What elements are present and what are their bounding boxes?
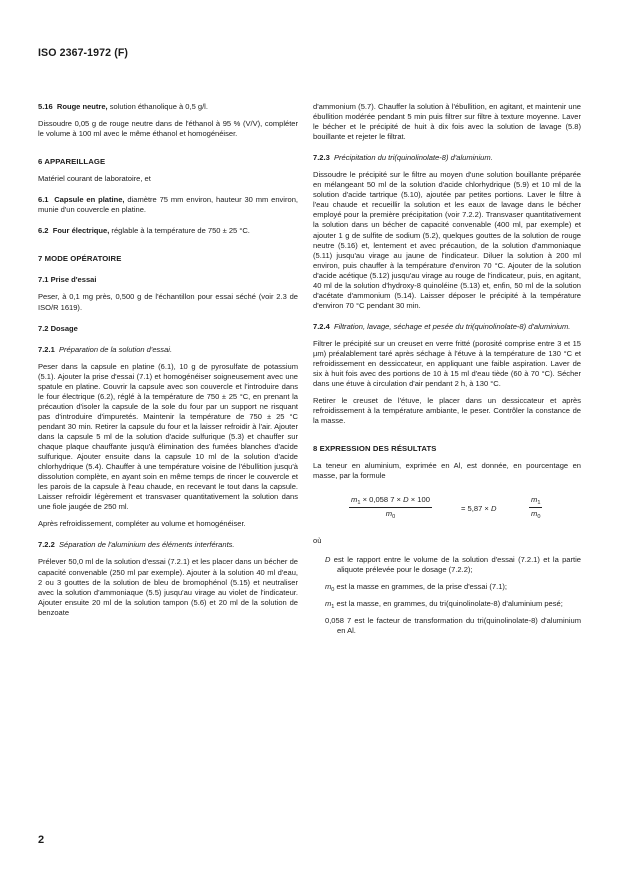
definition-symbol: D: [325, 554, 331, 564]
paragraph: Peser, à 0,1 mg près, 0,500 g de l'échantillon pour essai séché (voir 2.3 de ISO/R 1619).: [38, 292, 298, 312]
section-number: 7.2.1: [38, 344, 55, 354]
section-heading-7-2: 7.2 Dosage: [38, 323, 78, 333]
section-title: Four électrique,: [52, 226, 110, 236]
paragraph: La teneur en aluminium, exprimée en Al, est donnée, en pourcentage en masse, par la formule: [313, 461, 581, 481]
section-title: Précipitation du tri(quinolinolate-8) d'aluminium.: [334, 153, 493, 163]
definition-text: est la masse, en grammes, du tri(quinolinolate-8) d'aluminium pesé;: [334, 598, 563, 608]
formula-text: × 100: [408, 495, 430, 505]
formula-var-m1: m: [351, 495, 358, 505]
section-title: Séparation de l'aluminium des éléments interférants.: [59, 540, 235, 550]
section-title: Préparation de la solution d'essai.: [59, 344, 173, 354]
formula-var-m0: m: [531, 508, 538, 518]
formula-sub: 1: [537, 500, 541, 507]
paragraph-continued: d'ammonium (5.7). Chauffer la solution à l'ébullition, en agitant, et maintenir une ébullition modérée pendant 5 min puis filtrer sur filtre à texture moyenne. Laver le bécher et le précipité de huit à dix fois avec la solution de lavage (5.8) bouillante et rejeter le filtrat.: [313, 102, 581, 142]
section-7-2-1-heading: [38, 345, 298, 355]
section-title: Filtration, lavage, séchage et pesée du tri(quinolinolate-8) d'aluminium.: [334, 321, 571, 331]
paragraph: Filtrer le précipité sur un creuset en verre fritté (porosité comprise entre 3 et 15 µm) préalablement taré après séchage à l'étuve à la température de 130 °C et refroidissement en dessiccateur, en appliquant une faible aspiration. Laver de six à huit fois avec des portions de 10 à 15 ml d'eau tiède (60 à 70 °C). Sécher dans une étuve à circulation d'air pendant 2 h, à 130 °C.: [313, 338, 581, 389]
paragraph: Retirer le creuset de l'étuve, le placer dans un dessiccateur et après refroidissement à la température ambiante, le peser. Contrôler la constance de la masse.: [313, 396, 581, 426]
left-column: [38, 102, 298, 618]
section-heading-7-1: 7.1 Prise d'essai: [38, 275, 97, 285]
section-text: réglable à la température de 750 ± 25 °C.: [109, 226, 250, 236]
formula-sub: 1: [331, 603, 335, 610]
definition-text: est le rapport entre le volume de la solution d'essai (7.2.1) et la partie aliquote prélevée pour le dosage (7.2.2);: [330, 554, 581, 574]
formula-denominator: [529, 508, 542, 519]
formula-fraction-left: [349, 495, 432, 518]
section-7-2-3-heading: [313, 153, 581, 163]
section-title: Rouge neutre,: [56, 102, 108, 111]
formula-numerator: [349, 495, 432, 507]
definition-symbol: m: [325, 581, 332, 591]
formula-var-d: D: [490, 504, 497, 514]
formula-sub: 1: [357, 500, 361, 507]
section-number: 5.16: [38, 102, 53, 111]
paragraph: Dissoudre 0,05 g de rouge neutre dans de l'éthanol à 95 % (V/V), compléter le volume à 100 ml avec le même éthanol et homogénéiser.: [38, 119, 298, 139]
page-number: 2: [38, 834, 45, 846]
definition-symbol: 0,058 7: [325, 615, 352, 625]
right-column: [313, 102, 581, 636]
paragraph: Après refroidissement, compléter au volume et homogénéiser.: [38, 519, 246, 529]
paragraph: Peser dans la capsule en platine (6.1), 10 g de pyrosulfate de potassium (5.1). Ajouter la prise d'essai (7.1) et homogénéiser soigneusement avec une spatule en platine. Couvrir la capsule avec son couvercle et l'introduire dans le four électrique (6.2), réglé à la température de 750 ± 25 °C, en prenant la précaution d'isoler la capsule de la sole du four par un support ne risquant pas d'introduire d'impuretés. Maintenir la température de 750 ± 25 °C pendant 30 min. Retirer la capsule du four et la laisser refroidir à l'air. Ajouter dans la capsule 5 ml de la solution d'acide sulfurique (5.3) et chauffer sur chaque plaque chauffante jusqu'à élimination des fumées blanches d'acide sulfurique. Ajouter ensuite dans la capsule 10 ml de la solution d'acide chlorhydrique (5.4). Chauffer à une température voisine de l'ébullition jusqu'à dissolution complète, en ayant soin en même temps de rincer le couvercle et les parois de la capsule à l'eau chaude, en recevant le tout dans la capsule. Laisser refroidir légèrement et transvaser quantitativement la solution dans une fiole jaugée de 250 ml.: [38, 361, 298, 512]
formula-numerator: [529, 495, 542, 507]
section-6-2: [38, 226, 298, 236]
definition-m1: [325, 599, 581, 609]
formula-fraction-right: [529, 495, 542, 518]
definition-symbol: m: [325, 598, 332, 608]
section-heading-8: 8 EXPRESSION DES RÉSULTATS: [313, 444, 437, 454]
definition-d: [325, 555, 581, 575]
section-7-2-4-heading: [313, 322, 581, 332]
formula-sub: 0: [537, 513, 541, 520]
definition-factor: [325, 616, 581, 636]
paragraph: Dissoudre le précipité sur le filtre au moyen d'une solution bouillante préparée en mélangeant 50 ml de la solution d'acide chlorhydrique (5.9) et 10 ml de la solution d'acide tartrique (5.10), ajoutée par petites portions. Laver le filtre à l'eau chaude et recueillir la solution et les eaux de lavage dans le bécher employé pour la première précipitation (voir 7.2.2). Transvaser quantitativement la solution dans un bécher de capacité convenable (400 ml, par exemple) et ajouter 1 g de sulfite de sodium (5.2), quelques gouttes de la solution de rouge neutre (5.16) et, lentement et avec précaution, de la solution d'ammoniaque (5.11) jusqu'au virage au jaune de l'indicateur. Diluer la solution à 200 ml environ, puis chauffer à la température d'environ 70 °C. Ajouter de la solution d'acide acétique (5.12) jusqu'au virage au rouge de l'indicateur, puis, en agitant, 40 ml de la solution d'hydroxy-8 quinoléine (5.13) et, enfin, 50 ml de la solution d'acétate d'ammonium (5.14). Laisser déposer le précipité à la température d'environ 70 °C pendant 30 min.: [313, 170, 581, 310]
formula-denominator: [349, 508, 432, 519]
formula-var-d: D: [403, 495, 409, 505]
section-number: 7.2.2: [38, 540, 55, 550]
document-header: ISO 2367-1972 (F): [38, 47, 129, 59]
section-5-16: [38, 102, 298, 112]
definition-text: est la masse en grammes, de la prise d'essai (7.1);: [334, 581, 507, 591]
section-number: 6.1: [38, 195, 49, 205]
formula-text: = 5,87 ×: [461, 504, 491, 514]
section-heading-6: 6 APPAREILLAGE: [38, 157, 106, 167]
section-title: Capsule en platine,: [54, 195, 125, 205]
section-number: 7.2.4: [313, 321, 330, 331]
formula-sub: 0: [331, 586, 335, 593]
section-heading-7: 7 MODE OPÉRATOIRE: [38, 254, 122, 264]
paragraph: Matériel courant de laboratoire, et: [38, 174, 151, 184]
section-number: 7.2.3: [313, 153, 330, 163]
section-text: solution éthanolique à 0,5 g/l.: [107, 102, 208, 111]
result-formula: [313, 495, 581, 525]
section-7-2-2-heading: [38, 540, 298, 550]
formula-equals: [461, 504, 496, 514]
formula-text: × 0,058 7 ×: [360, 495, 404, 505]
section-text: diamètre 75 mm environ, hauteur 30 mm environ, munie d'un couvercle en platine.: [38, 195, 298, 215]
section-number: 6.2: [38, 226, 49, 236]
definitions-list: [313, 555, 581, 636]
formula-var-m1: m: [531, 495, 538, 505]
definition-text: est le facteur de transformation du tri(quinolinolate-8) d'aluminium en Al.: [337, 615, 581, 635]
section-6-1: [38, 195, 298, 215]
paragraph: Prélever 50,0 ml de la solution d'essai (7.2.1) et les placer dans un bécher de capacité convenable (250 ml par exemple). Ajouter à la solution 40 ml d'eau, 2 ou 3 gouttes de la solution de bleu de bromophénol (5.15) et neutraliser avec la solution d'ammoniaque (5.5) jusqu'au virage au violet de l'indicateur. Ajouter ensuite 20 ml de la solution tampon (5.6) et 20 ml de la solution de benzoate: [38, 557, 298, 617]
definition-m0: [325, 582, 581, 592]
where-label: où: [313, 536, 322, 546]
formula-var-m0: m: [385, 508, 393, 518]
formula-sub: 0: [392, 513, 396, 520]
